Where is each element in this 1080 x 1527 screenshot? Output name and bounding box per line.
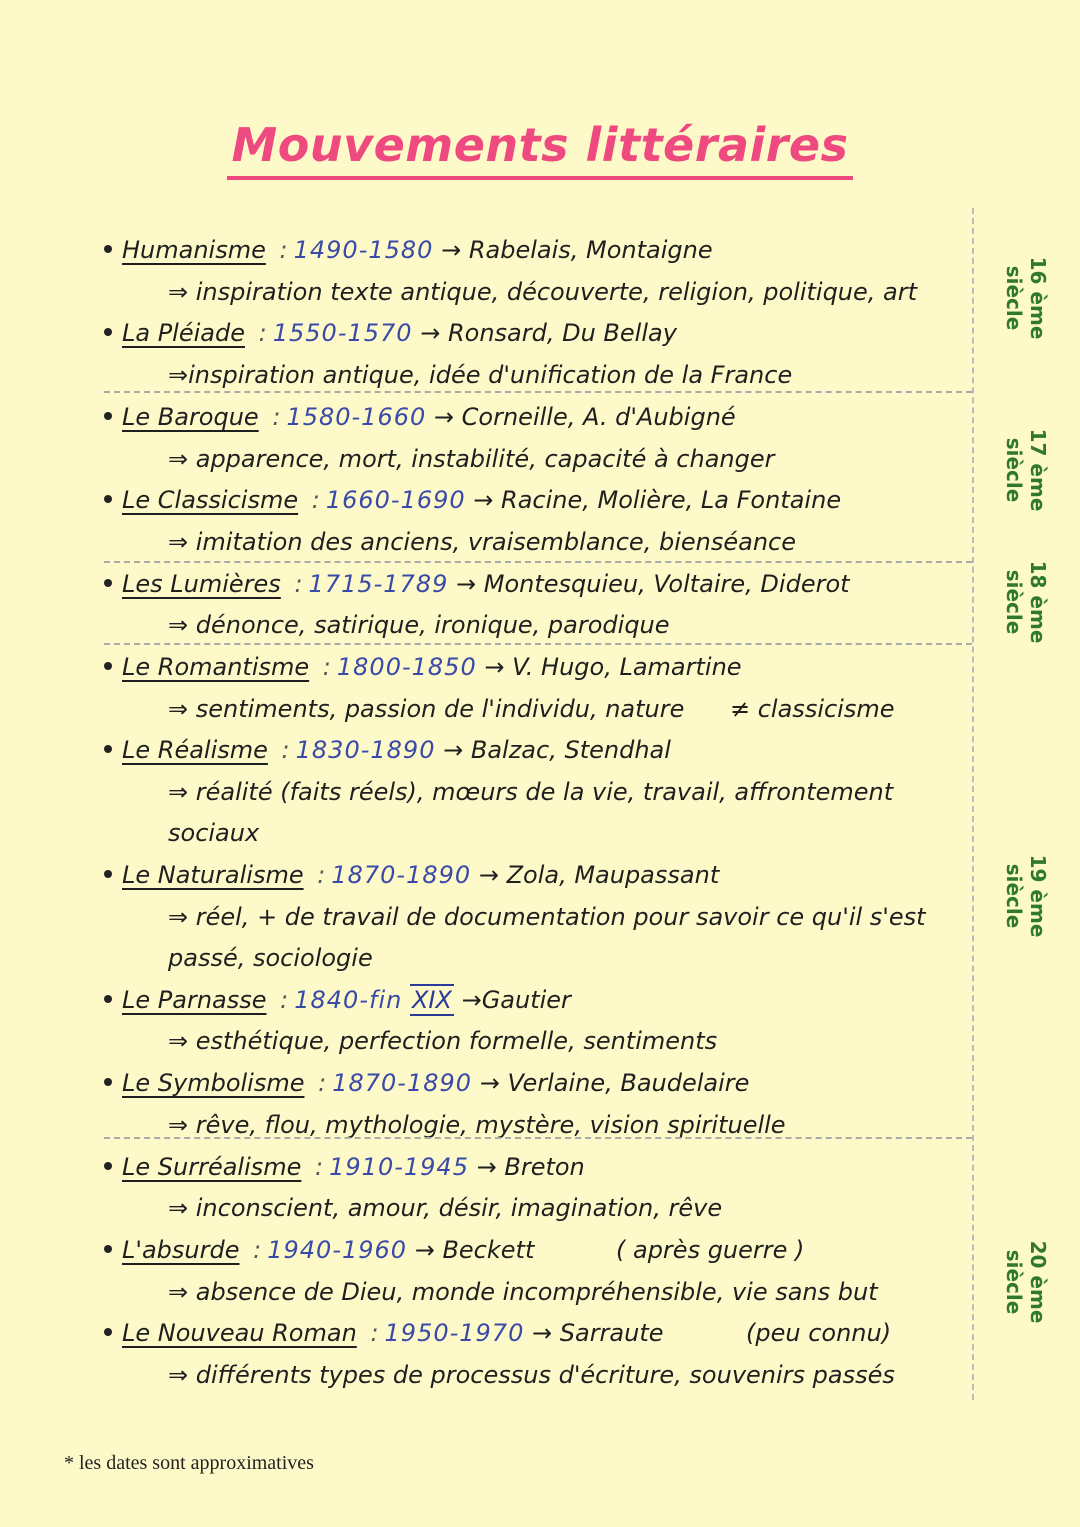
century-divider — [104, 1137, 972, 1139]
movement-authors: V. Hugo, Lamartine — [512, 653, 742, 681]
bullet-icon — [104, 745, 112, 753]
movement-authors: Montesquieu, Voltaire, Diderot — [483, 570, 850, 598]
movement-description: ⇒ rêve, flou, mythologie, mystère, vision spirituelle — [168, 1111, 786, 1139]
movement-absurde — [104, 1230, 534, 1270]
century-label-16 — [986, 258, 1066, 338]
arrow-icon: → — [443, 736, 464, 764]
movement-name: La Pléiade — [122, 319, 245, 347]
movement-authors: Sarraute — [559, 1319, 664, 1347]
movement-description: ⇒ apparence, mort, instabilité, capacité à changer — [168, 445, 775, 473]
movement-dates: 1715-1789 — [308, 570, 449, 598]
arrow-icon: → — [456, 570, 477, 598]
movement-dates: 1840-fin — [294, 986, 403, 1014]
movement-description: ⇒ absence de Dieu, monde incompréhensible, vie sans but — [168, 1278, 878, 1306]
movement-humanisme — [104, 230, 713, 270]
arrow-icon: → — [433, 403, 455, 431]
movement-description: ⇒ dénonce, satirique, ironique, parodique — [168, 611, 670, 639]
separator: : — [317, 861, 326, 889]
arrow-icon: → — [479, 1069, 500, 1097]
separator: : — [311, 486, 320, 514]
separator: : — [322, 653, 331, 681]
movement-name: L'absurde — [122, 1236, 240, 1264]
movement-authors: Ronsard, Du Bellay — [447, 319, 677, 347]
separator: : — [280, 986, 289, 1014]
movement-symbolisme — [104, 1063, 749, 1103]
movement-authors: Verlaine, Baudelaire — [507, 1069, 750, 1097]
bullet-icon — [104, 1078, 112, 1086]
separator: : — [258, 319, 267, 347]
bullet-icon — [104, 328, 112, 336]
century-label-17 — [986, 430, 1066, 510]
movement-authors: Corneille, A. d'Aubigné — [461, 403, 736, 431]
movement-authors: Rabelais, Montaigne — [468, 236, 713, 264]
movement-dates: 1940-1960 — [267, 1236, 408, 1264]
bullet-icon — [104, 1245, 112, 1253]
century-word: siècle — [1002, 1249, 1026, 1315]
movement-name: Humanisme — [122, 236, 266, 264]
arrow-icon: → — [420, 319, 441, 347]
separator: : — [370, 1319, 379, 1347]
bullet-icon — [104, 579, 112, 587]
movement-name: Le Parnasse — [122, 986, 267, 1014]
movement-contrast-note: ≠ classicisme — [730, 695, 895, 723]
arrow-icon: → — [484, 653, 505, 681]
page-title-wrapper — [0, 118, 1080, 180]
arrow-icon: → — [461, 986, 482, 1014]
movement-dates: 1800-1850 — [336, 653, 477, 681]
movement-name: Le Symbolisme — [122, 1069, 305, 1097]
movement-name: Le Baroque — [122, 403, 259, 431]
movement-description: ⇒ réel, + de travail de documentation pour savoir ce qu'il s'est — [168, 903, 926, 931]
movement-dates: 1580-1660 — [286, 403, 427, 431]
movement-realisme — [104, 730, 671, 770]
movement-dates: 1490-1580 — [293, 236, 434, 264]
movement-name: Le Naturalisme — [122, 861, 304, 889]
century-label-18 — [986, 562, 1066, 642]
arrow-icon: → — [473, 486, 494, 514]
movement-dates: 1550-1570 — [272, 319, 413, 347]
movement-pleiade — [104, 313, 677, 353]
movement-dates: 1660-1690 — [325, 486, 466, 514]
movement-description: ⇒ inspiration texte antique, découverte, religion, politique, art — [168, 278, 918, 306]
century-word: siècle — [1002, 863, 1026, 929]
movement-dates: 1870-1890 — [332, 1069, 473, 1097]
movement-note: (peu connu) — [746, 1319, 892, 1347]
bullet-icon — [104, 870, 112, 878]
movement-description: ⇒ réalité (faits réels), mœurs de la vie, travail, affrontement — [168, 778, 894, 806]
movement-dates: 1830-1890 — [295, 736, 436, 764]
movement-authors: Beckett — [442, 1236, 535, 1264]
century-number: 20 ème — [1026, 1240, 1050, 1324]
movement-authors: Balzac, Stendhal — [470, 736, 671, 764]
century-label-19 — [986, 856, 1066, 936]
century-word: siècle — [1002, 569, 1026, 635]
bullet-icon — [104, 495, 112, 503]
movement-name: Les Lumières — [122, 570, 281, 598]
century-roman-numeral: XIX — [411, 986, 452, 1014]
century-divider — [104, 561, 972, 563]
movement-description-cont: passé, sociologie — [168, 944, 373, 972]
movement-note: ( après guerre ) — [616, 1236, 805, 1264]
century-label-20 — [986, 1242, 1066, 1322]
movement-naturalisme — [104, 855, 719, 895]
separator: : — [281, 736, 290, 764]
arrow-icon: → — [478, 861, 499, 889]
movement-description: ⇒ inconscient, amour, désir, imagination, rêve — [168, 1194, 723, 1222]
movement-name: Le Nouveau Roman — [122, 1319, 357, 1347]
bullet-icon — [104, 1162, 112, 1170]
movement-name: Le Surréalisme — [122, 1153, 302, 1181]
arrow-icon: → — [414, 1236, 435, 1264]
movement-description: ⇒inspiration antique, idée d'unification de la France — [168, 361, 793, 389]
century-column-divider — [972, 208, 974, 1400]
century-number: 19 ème — [1026, 854, 1050, 938]
movement-name: Le Classicisme — [122, 486, 299, 514]
arrow-icon: → — [532, 1319, 553, 1347]
movement-nouveau-roman — [104, 1313, 664, 1353]
movement-dates: 1950-1970 — [384, 1319, 525, 1347]
footnote: * les dates sont approximatives — [64, 1452, 314, 1474]
separator: : — [279, 236, 288, 264]
bullet-icon — [104, 662, 112, 670]
movement-description: ⇒ différents types de processus d'écriture, souvenirs passés — [168, 1361, 895, 1389]
arrow-icon: → — [476, 1153, 497, 1181]
century-number: 17 ème — [1026, 428, 1050, 512]
century-number: 16 ème — [1026, 256, 1050, 340]
movement-description: ⇒ sentiments, passion de l'individu, nature — [168, 695, 685, 723]
movement-romantisme — [104, 647, 742, 687]
movement-dates: 1910-1945 — [329, 1153, 469, 1181]
bullet-icon — [104, 1328, 112, 1336]
movement-authors: Gautier — [481, 986, 571, 1014]
movement-authors: Zola, Maupassant — [506, 861, 720, 889]
bullet-icon — [104, 412, 112, 420]
movement-dates: 1870-1890 — [331, 861, 472, 889]
separator: : — [253, 1236, 262, 1264]
arrow-icon: → — [441, 236, 462, 264]
movement-authors: Breton — [504, 1153, 585, 1181]
separator: : — [294, 570, 303, 598]
page-title: Mouvements littéraires — [227, 118, 852, 180]
movement-name: Le Réalisme — [122, 736, 268, 764]
movement-description-cont: sociaux — [168, 819, 260, 847]
century-divider — [104, 391, 972, 393]
century-number: 18 ème — [1026, 560, 1050, 644]
movement-description: ⇒ esthétique, perfection formelle, sentiments — [168, 1027, 718, 1055]
movement-authors: Racine, Molière, La Fontaine — [501, 486, 842, 514]
century-word: siècle — [1002, 265, 1026, 331]
movement-lumieres — [104, 564, 850, 604]
bullet-icon — [104, 245, 112, 253]
separator: : — [315, 1153, 324, 1181]
movement-description: ⇒ imitation des anciens, vraisemblance, bienséance — [168, 528, 796, 556]
century-word: siècle — [1002, 437, 1026, 503]
separator: : — [318, 1069, 327, 1097]
movement-parnasse — [104, 980, 571, 1020]
movement-surrealisme — [104, 1147, 585, 1187]
movement-baroque — [104, 397, 736, 437]
movement-name: Le Romantisme — [122, 653, 310, 681]
bullet-icon — [104, 995, 112, 1003]
separator: : — [272, 403, 281, 431]
century-divider — [104, 643, 972, 645]
movement-classicisme — [104, 480, 841, 520]
